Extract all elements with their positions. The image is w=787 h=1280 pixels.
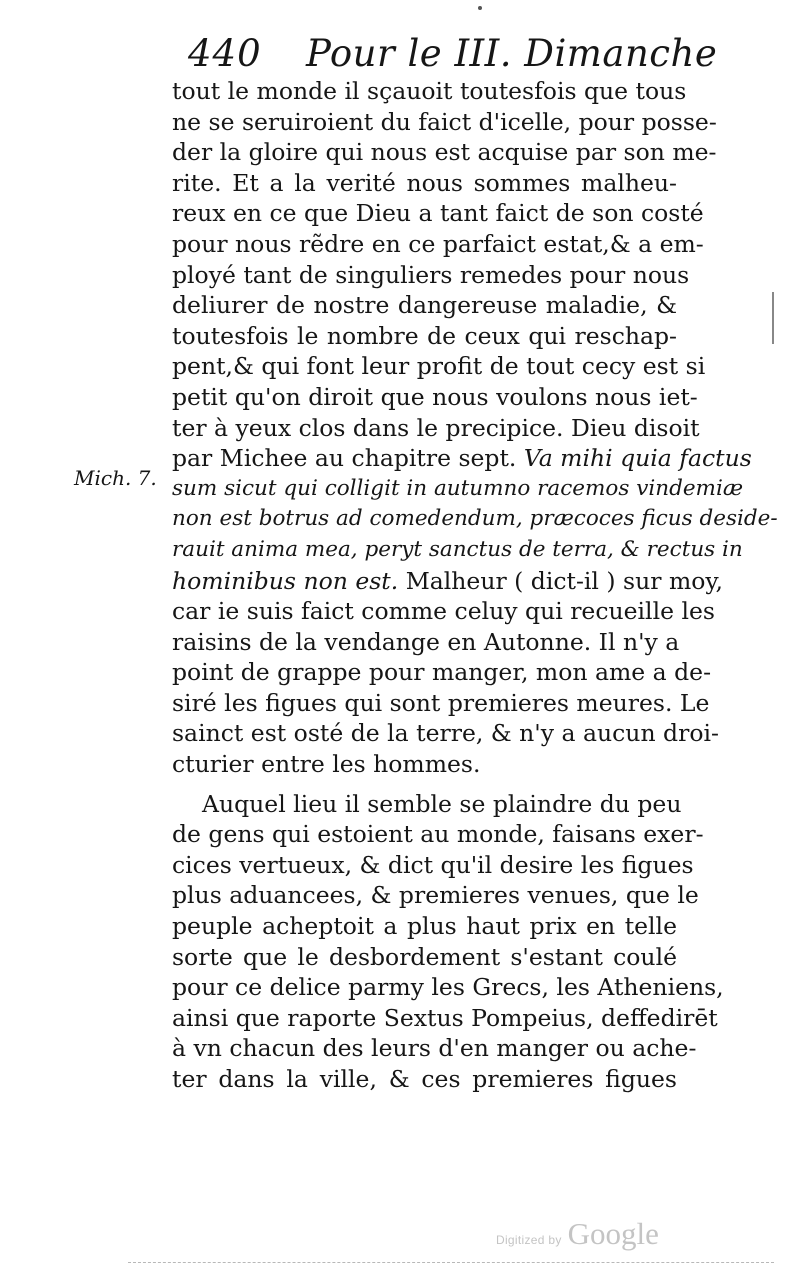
text-line: siré les figues qui sont premieres meures. Le — [172, 688, 710, 717]
text-line: cices vertueux, & dict qu'il desire les figues — [172, 850, 694, 879]
paragraph-gap — [172, 780, 677, 789]
text-line: raisins de la vendange en Autonne. Il n'y a — [172, 627, 680, 656]
quote-lead: par Michee au chapitre sept. — [172, 444, 517, 473]
page-number: 440 — [188, 32, 262, 75]
margin-citation: Mich. 7. — [74, 466, 157, 490]
latin-line: rauit anima mea, peryt sanctus de terra, & rectus in — [172, 536, 743, 562]
text-line: car ie suis faict comme celuy qui recueille les — [172, 597, 715, 626]
text-line: petit qu'on diroit que nous voulons nous iet- — [172, 382, 698, 411]
latin-quote-end: hominibus non est. — [172, 566, 399, 595]
body-text — [172, 76, 778, 1095]
text-line: Auquel lieu il semble se plaindre du peu — [202, 789, 682, 818]
latin-quote-start: Va mihi quia factus — [523, 444, 752, 473]
text-line: ne se seruiroient du faict d'icelle, pour posse- — [172, 107, 717, 136]
text-line: rite. Et a la verité nous sommes malheu- — [172, 168, 677, 197]
text-line: ainsi que raporte Sextus Pompeius, deffedirēt — [172, 1003, 718, 1032]
scan-edge-line — [128, 1262, 774, 1263]
text-line: tout le monde il sçauoit toutesfois que tous — [172, 77, 687, 105]
latin-line: non est botrus ad comedendum, præcoces ficus deside- — [172, 506, 778, 532]
text-line: cturier entre les hommes. — [172, 750, 481, 779]
text-line: ter dans la ville, & ces premieres figues — [172, 1065, 677, 1093]
latin-line: sum sicut qui colligit in autumno racemos vindemiæ — [172, 475, 744, 501]
digitized-watermark — [496, 1216, 659, 1252]
text-line: point de grappe pour manger, mon ame a de- — [172, 658, 712, 687]
text-line — [172, 566, 724, 597]
text-line: reux en ce que Dieu a tant faict de son costé — [172, 199, 704, 228]
text-line: ployé tant de singuliers remedes pour nous — [172, 260, 690, 289]
text-line: toutesfois le nombre de ceux qui reschap- — [172, 321, 677, 350]
text-line: pent,& qui font leur profit de tout cecy est si — [172, 352, 706, 381]
ink-speck — [478, 6, 482, 10]
text-line: pour nous rẽdre en ce parfaict estat,& a em- — [172, 229, 704, 258]
text-line: à vn chacun des leurs d'en manger ou ache- — [172, 1034, 697, 1063]
text-line: deliurer de nostre dangereuse maladie, & — [172, 291, 677, 320]
translation-start: Malheur ( dict-il ) sur moy, — [405, 566, 724, 595]
text-line: plus aduancees, & premieres venues, que le — [172, 881, 699, 910]
text-line: peuple acheptoit a plus haut prix en telle — [172, 912, 677, 941]
running-title: Pour le III. Dimanche — [306, 32, 718, 75]
text-line: sainct est osté de la terre, & n'y a aucun droi- — [172, 719, 719, 748]
text-line — [172, 443, 752, 474]
text-line: ter à yeux clos dans le precipice. Dieu disoit — [172, 413, 700, 442]
watermark-label: Digitized by — [496, 1233, 562, 1247]
text-line: pour ce delice parmy les Grecs, les Atheniens, — [172, 973, 724, 1002]
watermark-brand: Google — [567, 1216, 659, 1251]
margin-mark — [772, 292, 774, 344]
text-line: sorte que le desbordement s'estant coulé — [172, 942, 677, 971]
text-line: de gens qui estoient au monde, faisans exer- — [172, 820, 704, 849]
text-line: der la gloire qui nous est acquise par son me- — [172, 138, 717, 167]
